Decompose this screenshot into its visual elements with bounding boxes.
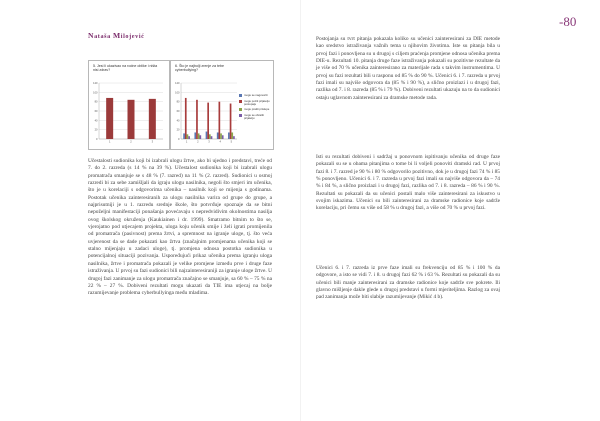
x-tick-label: 3 [208,140,210,144]
bar [219,102,221,139]
x-tick-label: 4 [219,140,221,144]
bar [199,135,201,139]
x-tick-label: 1 [185,140,188,144]
y-tick-label: 100 [175,91,180,95]
y-tick-label: 60 [176,110,180,113]
body-paragraph-right-3: Učenici 6. i 7. razreda iz prve faze imali su frekvenciju od 85 % i 100 % da odgovore, a isto se vidi 7. i 8. u drugoj fazi 62 % i 63 %. Rezultati su pokazali da su učenici bili manje zainteresirani za dramske radionice koje sadrže sve pokrete. Ili glavno mišljenje dakle glede u drugoj predstavi u formi mjeriteljima. Razlog za ovaj pad zanimanja može biti slabije razumijevanje (Mikić 4 b). [316,265,500,301]
bar [228,132,230,139]
legend-label: mogu se nagovoriti [244,93,268,97]
legend-swatch [239,94,242,97]
chart-question-6 [170,60,274,150]
legend-swatch [239,100,242,103]
chart-legend [239,94,271,122]
bar [211,136,213,139]
legend-label: mogu poziti prijatelju postupaju [244,98,270,106]
y-tick-label: 80 [176,100,180,104]
bar [187,134,189,139]
bar [196,100,198,139]
bar [230,104,232,139]
chart-plot-area [89,61,169,149]
bar [233,136,235,139]
y-tick-label: 0 [178,138,180,141]
y-tick-label: 120 [93,82,98,85]
y-tick-label: 40 [176,119,180,123]
chart-title: 6. Što je najbolji zrenje za tebe cyberbullying? [175,64,224,73]
x-tick-label: 2 [197,140,199,144]
y-tick-label: 20 [94,128,98,132]
y-tick-label: 20 [176,128,180,132]
bar [207,103,209,139]
legend-item [239,114,271,120]
body-paragraph-right-2: Isti su rezultati dobiveni i sadržaj u ponovnom ispitivanju učenika od druge faze pokazali su se u obama pitanjima o tome bi li voljeli ponoviti dramski rad. U prvoj fazi 8. i 7. razred je 90 % i 80 % odgovorilo pozitivno, dok je u drugoj fazi 74 % i 85 % ponovljeno. Učenici 6. i 7. razreda u prvoj fazi imali su najviše odgovora da – 74 % i 84 %, a slično proizlazi i u drugoj fazi, razlika od 7. i 8. razreda – 86 % i 90 %. Rezultati su pokazali da su učenici postali malo više zainteresirani za iskustvo u svojim iskazima. Učenici su bili zainteresirani za dramske radionice koje sadrže korelaciju, pri čemu su više od 58 % u drugoj fazi, a više od 70 % u prvoj fazi. [316,154,500,212]
bar [188,136,190,139]
bar [198,133,200,139]
legend-item [239,108,271,111]
bar [185,98,187,139]
legend-item [239,94,271,97]
bar [106,98,113,139]
legend-swatch [239,108,242,111]
x-tick-label: 5 [230,140,233,144]
legend-swatch [239,114,242,117]
legend-item [239,100,271,106]
legend-label: mogu se obratiti prijatelju [244,112,264,120]
bar [206,132,208,139]
body-paragraph-right-1: Postojanja su tvrt pitanja pokazala koliko su učenici zainteresirani za DIE metode kao sredstvo istraživanja važnih tema u njihovim životima. Iste su pitanja bila u prvoj fazi i ponovljena su u drugoj s ciljem praćenja promjene odnosa učenika prema DIE-u. Rezultati 10. pitanja druge faze istraživanja pokazali su pozitivne rezultate da je više od 70 % učenika zainteresirano za materijale rada s takvim instrumentima. U prvoj su fazi rezultati bili u rasponu od 85 % do 90 %. Učenici 6. i 7. razreda u prvoj fazi imali su najviše odgovora da (85 % i 90 %), a slično proizlazi i u drugoj fazi, razlika od 7. i 8. razreda (85 % i 79 %). Dobiveni rezultati ukazuju na to da sudionici ostaju uglavnom zainteresirani za dramske metode rada. [316,36,500,101]
bar [220,133,222,139]
bar [222,135,224,139]
bar [128,100,135,139]
legend-label: mogu pratiti pristupe [244,107,270,112]
y-tick-label: 0 [96,138,98,141]
y-tick-label: 120 [175,82,180,85]
running-head-author: Nataša Milojević [88,31,145,40]
x-tick-label: 1 [108,140,111,144]
x-tick-label: 2 [130,140,132,144]
y-tick-label: 40 [94,119,98,123]
bar [194,132,196,139]
bar [217,132,219,139]
x-tick-label: 3 [151,140,154,144]
y-tick-label: 80 [94,100,98,104]
chart-title: 5. Jesi li ukazivao na rodne oblike i ništa nisi zdrav? [93,64,158,73]
chart-question-5 [88,60,170,150]
body-paragraph-left: Učestalosti sudionika koji bi izabrali ulogu žrtve, ako bi ujedno i predstavi, treće od 7. do 2. razreda (s 14 % na 39 %). Učestalost sudionika koji bi izabrali ulogu promatrača smanjuje se s 48 % (7. razred) na 11 % (2. razred). Sudionici u osmoj razredi bi za sebe zamišljali da igraju ulogu nasilnika, negoli što smjeri im učenika, što je u korelaciji s odgovorima učenika – nasilnik koji se mijenja s godinama. Postotak učenika zainteresiranih za ulogu nasilnika varira od grupe do grupe, a najprisutniji je u 1. razredu srednje škole, što potvrđuje spoznaje da se bitni nepoželjni manifestaciji ponašanja povećavaju s nepredvidivim okolnostima nasilja ovog školskog okruženja (Kaukiainen i dr. 1999). Smatramo bitnim to što se, vjerojatno pod utjecajem projekta, uloga koju učenik smije i želi igrati promijenila od promatrača (pasivnost) prema žrtvi, a spremnost na igranje uloge, tj. što veća uvjerenost da se dade pokazati kao žrtva (značajnim promjenama učenika koji se stalno mijenjaju u zadaci uloge), tj. promjena odnosa postotka sudionika u potencijalnoj situaciji pozivanja. Uspoređujući prikaz učenika prema igranju uloga nasilnika, žrtve i promatrača pokazali je velike promjene između prve i druge faze istraživanja. U prvoj su fazi sudionici bili najzainteresiraniji za igranje uloge žrtve. U drugoj fazi zanimanje za ulogu promatrača značajno se smanjuje, sa 60 % – 75 % na 22 % – 27 %. Dobiveni rezultati mogu ukazati da TIE ima utjecaj na bolje razumijevanje problema cyberbullyinga među mladima. [88,158,272,297]
bar [183,133,185,139]
bar [231,132,233,139]
y-tick-label: 100 [93,91,98,95]
gutter-divider [300,0,301,421]
page-number: -80 [559,14,577,29]
bar [149,99,156,139]
bar [209,134,211,139]
y-tick-label: 60 [94,110,98,113]
